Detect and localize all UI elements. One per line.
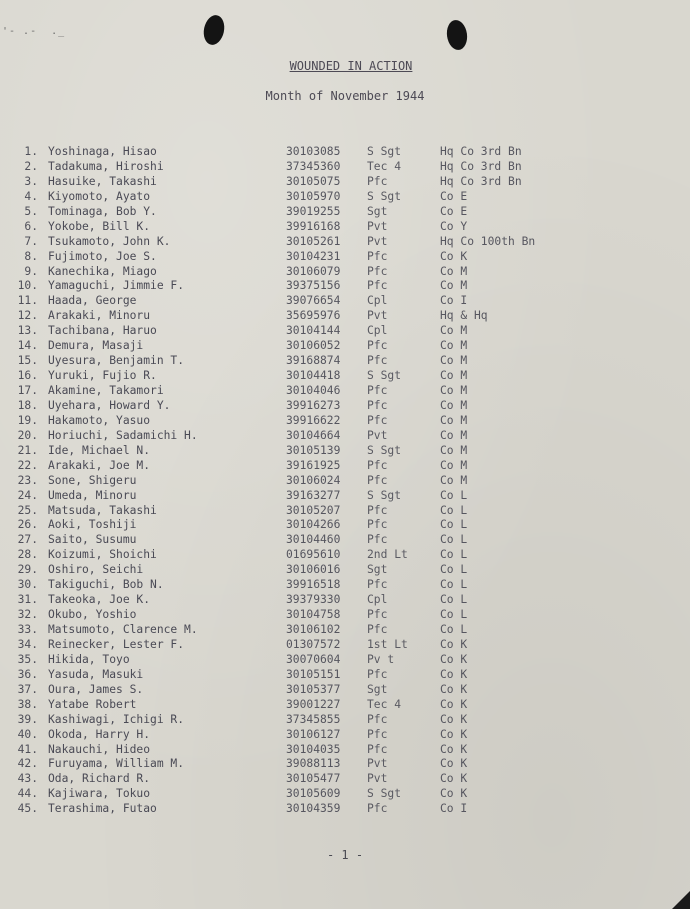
unit: Co L	[440, 533, 468, 547]
roster-row	[14, 518, 674, 533]
rank: Cpl	[367, 294, 388, 308]
unit: Co K	[440, 772, 468, 786]
roster-number: 10.	[17, 279, 38, 293]
serial-number: 30105207	[286, 503, 341, 517]
rank: Tec 4	[367, 159, 402, 173]
serial-number: 30105609	[286, 787, 341, 801]
soldier-name: Yamaguchi, Jimmie F.	[48, 279, 185, 293]
rank: Pvt	[367, 219, 388, 233]
rank: S Sgt	[367, 145, 402, 158]
serial-number: 30105377	[286, 682, 341, 696]
roster-number: 17.	[17, 384, 38, 397]
unit: Hq Co 3rd Bn	[440, 159, 522, 173]
rank: Pvt	[367, 309, 388, 323]
unit: Co M	[440, 428, 468, 442]
soldier-name: Matsuda, Takashi	[48, 503, 157, 517]
roster-number: 38.	[17, 697, 38, 711]
rank: Pfc	[367, 503, 388, 517]
serial-number: 30105477	[286, 772, 341, 786]
soldier-name: Matsumoto, Clarence M.	[48, 623, 198, 636]
unit: Hq Co 100th Bn	[440, 234, 536, 248]
roster-number: 5.	[24, 204, 38, 218]
serial-number: 30105075	[286, 174, 341, 188]
roster-number: 26.	[17, 518, 38, 532]
unit: Co K	[440, 757, 468, 771]
unit: Co M	[440, 473, 468, 487]
unit: Co M	[440, 384, 468, 397]
soldier-name: Kajiwara, Tokuo	[48, 787, 151, 801]
rank: Pfc	[367, 533, 388, 547]
serial-number: 39076654	[286, 294, 341, 308]
roster-row	[14, 414, 674, 429]
rank: Pfc	[367, 473, 388, 487]
rank: S Sgt	[367, 488, 402, 502]
serial-number: 39916518	[286, 578, 341, 592]
rank: Pfc	[367, 384, 388, 397]
roster-row	[14, 533, 674, 548]
roster-number: 31.	[17, 593, 38, 607]
unit: Co M	[440, 339, 468, 353]
soldier-name: Tominaga, Bob Y.	[48, 204, 157, 218]
serial-number: 30070604	[286, 652, 341, 666]
rank: Sgt	[367, 682, 388, 696]
soldier-name: Aoki, Toshiji	[48, 518, 137, 532]
serial-number: 30103085	[286, 145, 341, 158]
roster-row	[14, 205, 674, 220]
rank: Pvt	[367, 757, 388, 771]
roster-number: 2.	[24, 159, 38, 173]
roster-number: 1.	[24, 145, 38, 158]
roster-row	[14, 623, 674, 638]
soldier-name: Reinecker, Lester F.	[48, 637, 185, 651]
casualty-roster	[14, 145, 674, 817]
serial-number: 01307572	[286, 637, 341, 651]
soldier-name: Kanechika, Miago	[48, 264, 157, 278]
roster-row	[14, 265, 674, 280]
serial-number: 30106079	[286, 264, 341, 278]
roster-number: 14.	[17, 339, 38, 353]
roster-number: 20.	[17, 428, 38, 442]
roster-row	[14, 235, 674, 250]
soldier-name: Fujimoto, Joe S.	[48, 249, 157, 263]
serial-number: 30105139	[286, 443, 341, 457]
unit: Co K	[440, 712, 468, 726]
roster-row	[14, 190, 674, 205]
roster-number: 11.	[17, 294, 38, 308]
soldier-name: Tadakuma, Hiroshi	[48, 159, 164, 173]
document-subtitle: Month of November 1944	[265, 89, 425, 103]
rank: Pv t	[367, 652, 395, 666]
unit: Co K	[440, 682, 468, 696]
serial-number: 30104144	[286, 324, 341, 338]
roster-row	[14, 638, 674, 653]
page-corner	[672, 891, 690, 909]
roster-row	[14, 384, 674, 399]
serial-number: 39916168	[286, 219, 341, 233]
unit: Co L	[440, 518, 468, 532]
roster-row	[14, 757, 674, 772]
unit: Co E	[440, 204, 468, 218]
rank: Pfc	[367, 623, 388, 636]
rank: S Sgt	[367, 787, 402, 801]
unit: Co M	[440, 279, 468, 293]
soldier-name: Takeoka, Joe K.	[48, 593, 151, 607]
soldier-name: Hakamoto, Yasuo	[48, 413, 151, 427]
punch-hole-left	[201, 13, 227, 47]
roster-number: 7.	[24, 234, 38, 248]
roster-number: 45.	[17, 802, 38, 816]
soldier-name: Oda, Richard R.	[48, 772, 151, 786]
unit: Hq Co 3rd Bn	[440, 145, 522, 158]
roster-row	[14, 339, 674, 354]
rank: Pfc	[367, 279, 388, 293]
unit: Co K	[440, 249, 468, 263]
roster-number: 29.	[17, 563, 38, 577]
roster-number: 16.	[17, 369, 38, 383]
roster-row	[14, 698, 674, 713]
rank: Pfc	[367, 518, 388, 532]
serial-number: 01695610	[286, 548, 341, 562]
unit: Co I	[440, 802, 468, 816]
soldier-name: Yuruki, Fujio R.	[48, 369, 157, 383]
serial-number: 30105151	[286, 667, 341, 681]
unit: Co M	[440, 413, 468, 427]
soldier-name: Nakauchi, Hideo	[48, 742, 151, 756]
roster-row	[14, 563, 674, 578]
roster-row	[14, 160, 674, 175]
rank: Pfc	[367, 413, 388, 427]
unit: Co M	[440, 443, 468, 457]
rank: Pfc	[367, 354, 388, 368]
rank: Pfc	[367, 249, 388, 263]
roster-number: 13.	[17, 324, 38, 338]
roster-row	[14, 474, 674, 489]
rank: S Sgt	[367, 369, 402, 383]
unit: Co L	[440, 563, 468, 577]
document-title: WOUNDED IN ACTION	[289, 59, 413, 73]
soldier-name: Uyesura, Benjamin T.	[48, 354, 185, 368]
unit: Co M	[440, 398, 468, 412]
unit: Co M	[440, 369, 468, 383]
serial-number: 30105970	[286, 189, 341, 203]
roster-row	[14, 429, 674, 444]
page-number: - 1 -	[326, 848, 364, 862]
rank: Sgt	[367, 563, 388, 577]
soldier-name: Horiuchi, Sadamichi H.	[48, 428, 198, 442]
roster-row	[14, 504, 674, 519]
rank: Tec 4	[367, 697, 402, 711]
roster-number: 43.	[17, 772, 38, 786]
roster-row	[14, 145, 674, 160]
serial-number: 39001227	[286, 697, 341, 711]
roster-row	[14, 489, 674, 504]
unit: Co E	[440, 189, 468, 203]
rank: 1st Lt	[367, 637, 408, 651]
soldier-name: Yatabe Robert	[48, 697, 137, 711]
unit: Co L	[440, 578, 468, 592]
serial-number: 37345855	[286, 712, 341, 726]
serial-number: 30106127	[286, 727, 341, 741]
soldier-name: Tsukamoto, John K.	[48, 234, 171, 248]
soldier-name: Arakaki, Joe M.	[48, 458, 151, 472]
roster-row	[14, 668, 674, 683]
unit: Co L	[440, 608, 468, 622]
soldier-name: Furuyama, William M.	[48, 757, 185, 771]
roster-row	[14, 653, 674, 668]
serial-number: 30106024	[286, 473, 341, 487]
roster-number: 8.	[24, 249, 38, 263]
serial-number: 39019255	[286, 204, 341, 218]
rank: Pfc	[367, 802, 388, 816]
serial-number: 30104035	[286, 742, 341, 756]
roster-number: 15.	[17, 354, 38, 368]
rank: S Sgt	[367, 443, 402, 457]
unit: Co L	[440, 623, 468, 636]
rank: Cpl	[367, 593, 388, 607]
roster-row	[14, 802, 674, 817]
unit: Co K	[440, 787, 468, 801]
rank: Pvt	[367, 772, 388, 786]
roster-row	[14, 548, 674, 563]
roster-row	[14, 220, 674, 235]
roster-number: 3.	[24, 174, 38, 188]
roster-row	[14, 309, 674, 324]
serial-number: 30104266	[286, 518, 341, 532]
roster-number: 36.	[17, 667, 38, 681]
roster-number: 18.	[17, 398, 38, 412]
unit: Co L	[440, 548, 468, 562]
unit: Co I	[440, 294, 468, 308]
soldier-name: Uyehara, Howard Y.	[48, 398, 171, 412]
unit: Co L	[440, 488, 468, 502]
soldier-name: Sone, Shigeru	[48, 473, 137, 487]
soldier-name: Oura, James S.	[48, 682, 144, 696]
soldier-name: Yoshinaga, Hisao	[48, 145, 157, 158]
serial-number: 30104359	[286, 802, 341, 816]
punch-hole-right	[445, 19, 469, 51]
roster-number: 34.	[17, 637, 38, 651]
soldier-name: Umeda, Minoru	[48, 488, 137, 502]
serial-number: 30106052	[286, 339, 341, 353]
roster-number: 4.	[24, 189, 38, 203]
soldier-name: Takiguchi, Bob N.	[48, 578, 164, 592]
unit: Co L	[440, 593, 468, 607]
roster-row	[14, 593, 674, 608]
roster-row	[14, 354, 674, 369]
roster-row	[14, 294, 674, 309]
serial-number: 39916273	[286, 398, 341, 412]
soldier-name: Kiyomoto, Ayato	[48, 189, 151, 203]
serial-number: 39375156	[286, 279, 341, 293]
roster-number: 37.	[17, 682, 38, 696]
soldier-name: Akamine, Takamori	[48, 384, 164, 397]
roster-row	[14, 683, 674, 698]
unit: Co L	[440, 503, 468, 517]
rank: Pfc	[367, 174, 388, 188]
roster-row	[14, 175, 674, 190]
soldier-name: Haada, George	[48, 294, 137, 308]
unit: Co K	[440, 637, 468, 651]
unit: Co M	[440, 324, 468, 338]
unit: Co K	[440, 727, 468, 741]
rank: Pfc	[367, 264, 388, 278]
roster-number: 44.	[17, 787, 38, 801]
roster-number: 32.	[17, 608, 38, 622]
rank: Pvt	[367, 234, 388, 248]
roster-number: 9.	[24, 264, 38, 278]
roster-number: 35.	[17, 652, 38, 666]
rank: 2nd Lt	[367, 548, 408, 562]
unit: Co M	[440, 264, 468, 278]
roster-row	[14, 713, 674, 728]
roster-row	[14, 279, 674, 294]
unit: Co Y	[440, 219, 468, 233]
roster-number: 12.	[17, 309, 38, 323]
rank: S Sgt	[367, 189, 402, 203]
rank: Pfc	[367, 742, 388, 756]
roster-number: 24.	[17, 488, 38, 502]
rank: Pfc	[367, 608, 388, 622]
roster-number: 25.	[17, 503, 38, 517]
roster-number: 21.	[17, 443, 38, 457]
paper-tear-mark: '- .- ._	[2, 26, 66, 37]
serial-number: 30104418	[286, 369, 341, 383]
roster-row	[14, 728, 674, 743]
roster-row	[14, 787, 674, 802]
roster-number: 40.	[17, 727, 38, 741]
soldier-name: Okoda, Harry H.	[48, 727, 151, 741]
unit: Co K	[440, 652, 468, 666]
rank: Pfc	[367, 458, 388, 472]
roster-number: 42.	[17, 757, 38, 771]
serial-number: 30104046	[286, 384, 341, 397]
soldier-name: Yasuda, Masuki	[48, 667, 144, 681]
rank: Sgt	[367, 204, 388, 218]
soldier-name: Kashiwagi, Ichigi R.	[48, 712, 185, 726]
unit: Co M	[440, 458, 468, 472]
serial-number: 30104460	[286, 533, 341, 547]
rank: Pfc	[367, 712, 388, 726]
roster-row	[14, 459, 674, 474]
rank: Pfc	[367, 667, 388, 681]
roster-row	[14, 369, 674, 384]
soldier-name: Okubo, Yoshio	[48, 608, 137, 622]
soldier-name: Arakaki, Minoru	[48, 309, 151, 323]
unit: Co K	[440, 742, 468, 756]
rank: Pfc	[367, 398, 388, 412]
soldier-name: Oshiro, Seichi	[48, 563, 144, 577]
serial-number: 30104231	[286, 249, 341, 263]
roster-row	[14, 250, 674, 265]
soldier-name: Ide, Michael N.	[48, 443, 151, 457]
roster-number: 19.	[17, 413, 38, 427]
soldier-name: Koizumi, Shoichi	[48, 548, 157, 562]
roster-row	[14, 399, 674, 414]
soldier-name: Yokobe, Bill K.	[48, 219, 151, 233]
unit: Co M	[440, 354, 468, 368]
serial-number: 30106016	[286, 563, 341, 577]
roster-number: 22.	[17, 458, 38, 472]
serial-number: 39379330	[286, 593, 341, 607]
roster-number: 30.	[17, 578, 38, 592]
roster-row	[14, 743, 674, 758]
rank: Pvt	[367, 428, 388, 442]
unit: Hq & Hq	[440, 309, 488, 323]
soldier-name: Demura, Masaji	[48, 339, 144, 353]
serial-number: 39916622	[286, 413, 341, 427]
serial-number: 30104758	[286, 608, 341, 622]
soldier-name: Tachibana, Haruo	[48, 324, 157, 338]
serial-number: 35695976	[286, 309, 341, 323]
soldier-name: Terashima, Futao	[48, 802, 157, 816]
rank: Cpl	[367, 324, 388, 338]
serial-number: 39168874	[286, 354, 341, 368]
rank: Pfc	[367, 727, 388, 741]
serial-number: 30104664	[286, 428, 341, 442]
roster-number: 39.	[17, 712, 38, 726]
roster-row	[14, 444, 674, 459]
rank: Pfc	[367, 578, 388, 592]
unit: Co K	[440, 697, 468, 711]
roster-number: 33.	[17, 623, 38, 636]
serial-number: 39088113	[286, 757, 341, 771]
unit: Hq Co 3rd Bn	[440, 174, 522, 188]
serial-number: 30105261	[286, 234, 341, 248]
roster-row	[14, 608, 674, 623]
roster-row	[14, 772, 674, 787]
soldier-name: Saito, Susumu	[48, 533, 137, 547]
roster-number: 41.	[17, 742, 38, 756]
serial-number: 37345360	[286, 159, 341, 173]
roster-row	[14, 578, 674, 593]
serial-number: 39163277	[286, 488, 341, 502]
roster-row	[14, 324, 674, 339]
roster-number: 6.	[24, 219, 38, 233]
serial-number: 30106102	[286, 623, 341, 636]
roster-number: 28.	[17, 548, 38, 562]
serial-number: 39161925	[286, 458, 341, 472]
soldier-name: Hikida, Toyo	[48, 652, 130, 666]
roster-number: 27.	[17, 533, 38, 547]
soldier-name: Hasuike, Takashi	[48, 174, 157, 188]
unit: Co K	[440, 667, 468, 681]
roster-number: 23.	[17, 473, 38, 487]
rank: Pfc	[367, 339, 388, 353]
